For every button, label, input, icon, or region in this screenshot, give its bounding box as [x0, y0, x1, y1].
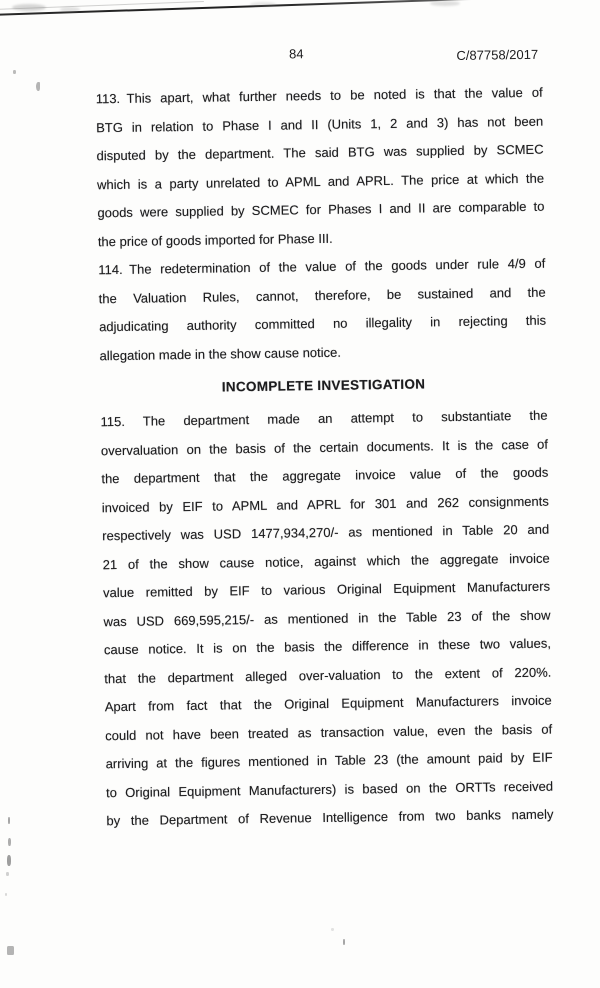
text-line: Apart from fact that the Original Equipment Manufacturers invoice	[104, 692, 552, 715]
text-line: respectively was USD 1477,934,270/- as mentioned in Table 20 and	[102, 521, 550, 544]
text-line: value remitted by EIF to various Original Equipment Manufacturers	[102, 578, 551, 601]
text-line: 113. This apart, what further needs to be noted is that the value of	[95, 84, 543, 107]
scan-artifact-speck	[7, 946, 14, 955]
document-header	[95, 43, 542, 70]
document-body	[96, 79, 554, 836]
scan-artifact-smudge	[12, 4, 46, 11]
paragraph-113	[96, 79, 545, 257]
text-line: to Original Equipment Manufacturers) is based on the ORTTs received	[105, 778, 554, 800]
text-line: disputed by the department. The said BTG was supplied by SCMEC	[96, 141, 544, 164]
text-line: cause notice. It is on the basis the difference in these two values,	[103, 635, 551, 658]
text-line: arriving at the figures mentioned in Table 23 (the amount paid by EIF	[105, 749, 553, 772]
text-line: 115. The department made an attempt to substantiate the	[100, 407, 548, 430]
text-line: adjudicating authority committed no illegality in rejecting this	[99, 312, 547, 335]
text-line: 21 of the show cause notice, against which the aggregate invoice	[102, 550, 550, 572]
page-number: 84	[289, 46, 304, 62]
scan-artifact-speck	[343, 939, 345, 945]
scan-artifact-smudge	[60, 7, 80, 12]
scan-artifact-smudge	[250, 2, 276, 7]
section-heading: INCOMPLETE INVESTIGATION	[221, 376, 426, 395]
text-line: which is a party unrelated to APML and APRL. The price at which the	[96, 170, 545, 192]
scan-artifact-speck	[8, 817, 10, 824]
scan-artifact-speck	[6, 872, 9, 876]
text-line: was USD 669,595,215/- as mentioned in the Table 23 of the show	[103, 607, 551, 629]
scan-artifact-speck	[36, 82, 40, 91]
document-content	[95, 43, 554, 836]
scan-artifact-speck	[8, 838, 11, 846]
text-line: goods were supplied by SCMEC for Phases I and II are comparable to	[97, 198, 545, 221]
text-line: BTG in relation to Phase I and II (Units 1, 2 and 3) has not been	[96, 113, 544, 135]
text-line: invoiced by EIF to APML and APRL for 301 and 262 consignments	[101, 493, 549, 515]
text-line: the price of goods imported for Phase III.	[97, 230, 333, 249]
scan-artifact-speck	[331, 928, 334, 931]
text-line: the Valuation Rules, cannot, therefore, be sustained and the	[98, 284, 546, 306]
text-line: allegation made in the show cause notice.	[99, 344, 342, 363]
text-line: could not have been treated as transaction value, even the basis of	[105, 721, 553, 743]
scan-artifact-speck	[7, 855, 11, 866]
scan-artifact-speck	[13, 70, 16, 74]
case-number: C/87758/2017	[456, 46, 539, 63]
text-line: the department that the aggregate invoice value of the goods	[101, 464, 549, 487]
text-line: that the department alleged over-valuation to the extent of 220%.	[104, 664, 552, 686]
text-line: by the Department of Revenue Intelligence from two banks namely	[106, 806, 554, 829]
paragraph-115	[100, 402, 553, 836]
scan-artifact-speck	[5, 893, 7, 896]
text-line: 114. The redetermination of the value of the goods under rule 4/9 of	[98, 255, 546, 278]
text-line: overvaluation on the basis of the certain documents. It is the case of	[100, 436, 549, 458]
paragraph-114	[98, 250, 547, 371]
scan-artifact-smudge	[430, 1, 460, 6]
